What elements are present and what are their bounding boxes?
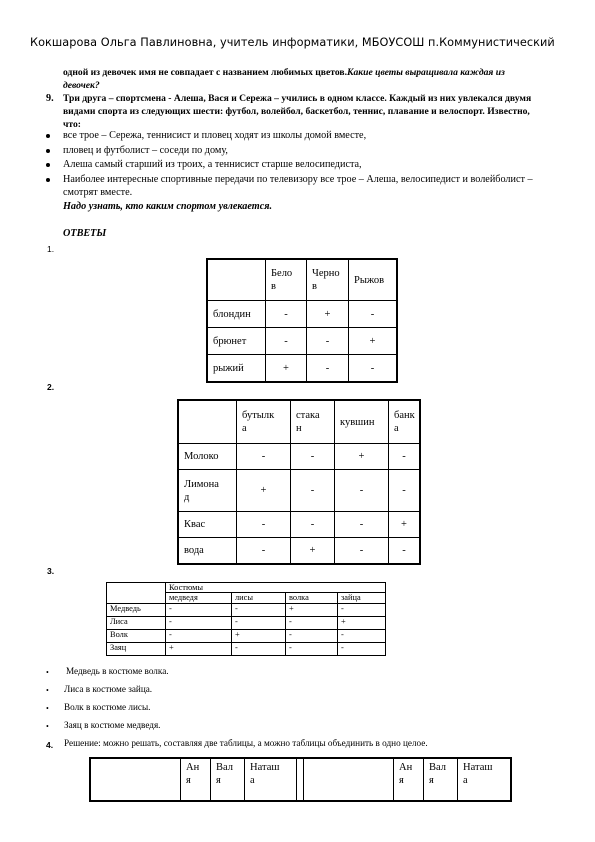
table-cell: + <box>338 617 386 630</box>
table-header-cell: Рыжов <box>349 260 397 301</box>
bullet-dot: • <box>46 686 49 695</box>
answer-number-2: 2. <box>47 382 55 392</box>
table-row-label: Лимона д <box>179 470 237 512</box>
table-header-cell <box>297 759 304 801</box>
table-row-label: вода <box>179 538 237 564</box>
table-header-cell: Наташ а <box>245 759 297 801</box>
table-row-label: Квас <box>179 512 237 538</box>
table-row-label: Волк <box>107 630 166 643</box>
table-header-cell: Ан я <box>394 759 424 801</box>
table-cell: - <box>166 604 232 617</box>
table-row-label: Молоко <box>179 444 237 470</box>
table-header-cell: бутылк а <box>237 401 291 444</box>
table-header-cell: банк а <box>389 401 420 444</box>
intro-question-cont: девочек? <box>63 80 100 91</box>
answer3-item: Медведь в костюме волка. <box>66 666 169 676</box>
intro-line <box>63 66 505 79</box>
table-cell: - <box>389 538 420 564</box>
bullet-dot: • <box>46 668 49 677</box>
page-header: Кокшарова Ольга Павлиновна, учитель информатики, МБОУСОШ п.Коммунистический <box>30 36 555 49</box>
table-header-cell: Бело в <box>266 260 307 301</box>
answer-number-3: 3. <box>47 566 55 576</box>
bullet-dot <box>46 178 50 182</box>
table-cell: - <box>166 630 232 643</box>
answer3-item: Лиса в костюме зайца. <box>64 684 153 694</box>
table-row-label: Заяц <box>107 643 166 656</box>
table-row-label: брюнет <box>208 328 266 355</box>
table-cell: - <box>232 643 286 656</box>
table-cell: - <box>338 604 386 617</box>
bullet-dot <box>46 149 50 153</box>
table-cell: - <box>286 617 338 630</box>
table-corner-cell <box>208 260 266 301</box>
table-cell: - <box>237 538 291 564</box>
table-cell: - <box>291 470 335 512</box>
table-cell: - <box>232 617 286 630</box>
task9-line1: Три друга – спортсмена - Алеша, Вася и Сережа – учились в одном классе. Каждый из них увлекался двумя <box>63 93 532 104</box>
table-cell: - <box>232 604 286 617</box>
table-cell: + <box>335 444 389 470</box>
table-cell: - <box>389 470 420 512</box>
table-row-label: рыжий <box>208 355 266 382</box>
answer-table-2 <box>178 400 420 564</box>
intro-question: Какие цветы выращивала каждая из <box>346 67 505 78</box>
table-cell: - <box>237 444 291 470</box>
table-cell: - <box>266 328 307 355</box>
bullet-item-cont: смотрят вместе. <box>63 187 133 198</box>
answer3-item: Волк в костюме лисы. <box>64 702 151 712</box>
answer4-text: Решение: можно решать, составляя две таблицы, а можно таблицы объединить в одно целое. <box>64 738 428 748</box>
table-header-cell: зайца <box>338 593 386 604</box>
bullet-dot <box>46 163 50 167</box>
table-group-header: Костюмы <box>166 583 386 593</box>
task9-number: 9. <box>46 93 54 104</box>
bullet-item: пловец и футболист – соседи по дому, <box>63 145 228 156</box>
table-cell: - <box>338 643 386 656</box>
bullet-dot: • <box>46 722 49 731</box>
intro-text: одной из девочек имя не совпадает с названием любимых цветов. <box>63 67 347 78</box>
table-header-cell <box>304 759 394 801</box>
table-cell: + <box>237 470 291 512</box>
table-row-label: Медведь <box>107 604 166 617</box>
table-cell: + <box>166 643 232 656</box>
table-cell: + <box>266 355 307 382</box>
table-cell: - <box>307 328 349 355</box>
table-header-cell: лисы <box>232 593 286 604</box>
table-cell: - <box>266 301 307 328</box>
table-cell: - <box>166 617 232 630</box>
answer-table-3 <box>106 582 386 656</box>
table-header-cell: кувшин <box>335 401 389 444</box>
table-cell: - <box>307 355 349 382</box>
table-header-cell: Вал я <box>211 759 245 801</box>
table-cell: + <box>286 604 338 617</box>
task9-line3: что: <box>63 119 81 130</box>
table-cell: + <box>349 328 397 355</box>
table-cell: - <box>335 470 389 512</box>
table-row-label: блондин <box>208 301 266 328</box>
table-corner-cell <box>179 401 237 444</box>
answer3-item: Заяц в костюме медведя. <box>64 720 161 730</box>
answer-number-4: 4. <box>46 740 54 750</box>
answer-table-4 <box>90 758 511 801</box>
table-cell: + <box>232 630 286 643</box>
bullet-item: Алеша самый старший из троих, а теннисист старше велосипедиста, <box>63 159 362 170</box>
task9-line2: видами спорта из следующих шести: футбол, волейбол, баскетбол, теннис, плавание и велоспорт. Известно, <box>63 106 530 117</box>
bullet-dot: • <box>46 704 49 713</box>
answer-table-1 <box>207 259 397 382</box>
bullet-item: Наиболее интересные спортивные передачи по телевизору все трое – Алеша, велосипедист и волейболист – <box>63 174 533 185</box>
table-cell: + <box>389 512 420 538</box>
table-cell: - <box>286 643 338 656</box>
bullet-item: все трое – Сережа, теннисист и пловец ходят из школы домой вместе, <box>63 130 367 141</box>
table-cell: + <box>307 301 349 328</box>
table-header-cell: Черно в <box>307 260 349 301</box>
task-question: Надо узнать, кто каким спортом увлекается. <box>63 201 273 212</box>
table-corner-cell <box>107 583 166 604</box>
table-cell: - <box>338 630 386 643</box>
table-header-cell: Наташ а <box>458 759 511 801</box>
answer-number-1: 1. <box>47 244 55 254</box>
table-cell: - <box>349 301 397 328</box>
table-cell: - <box>335 512 389 538</box>
table-cell: + <box>291 538 335 564</box>
table-header-cell: Ан я <box>181 759 211 801</box>
table-cell: - <box>291 512 335 538</box>
bullet-dot <box>46 134 50 138</box>
table-cell: - <box>291 444 335 470</box>
table-cell: - <box>349 355 397 382</box>
table-header-cell: медведя <box>166 593 232 604</box>
table-header-cell: волка <box>286 593 338 604</box>
answers-title: ОТВЕТЫ <box>63 228 107 239</box>
table-cell: - <box>237 512 291 538</box>
table-row-label: Лиса <box>107 617 166 630</box>
table-cell: - <box>286 630 338 643</box>
table-header-cell: Вал я <box>424 759 458 801</box>
table-cell: - <box>335 538 389 564</box>
table-cell: - <box>389 444 420 470</box>
table-header-cell: стака н <box>291 401 335 444</box>
table-corner-cell <box>91 759 181 801</box>
